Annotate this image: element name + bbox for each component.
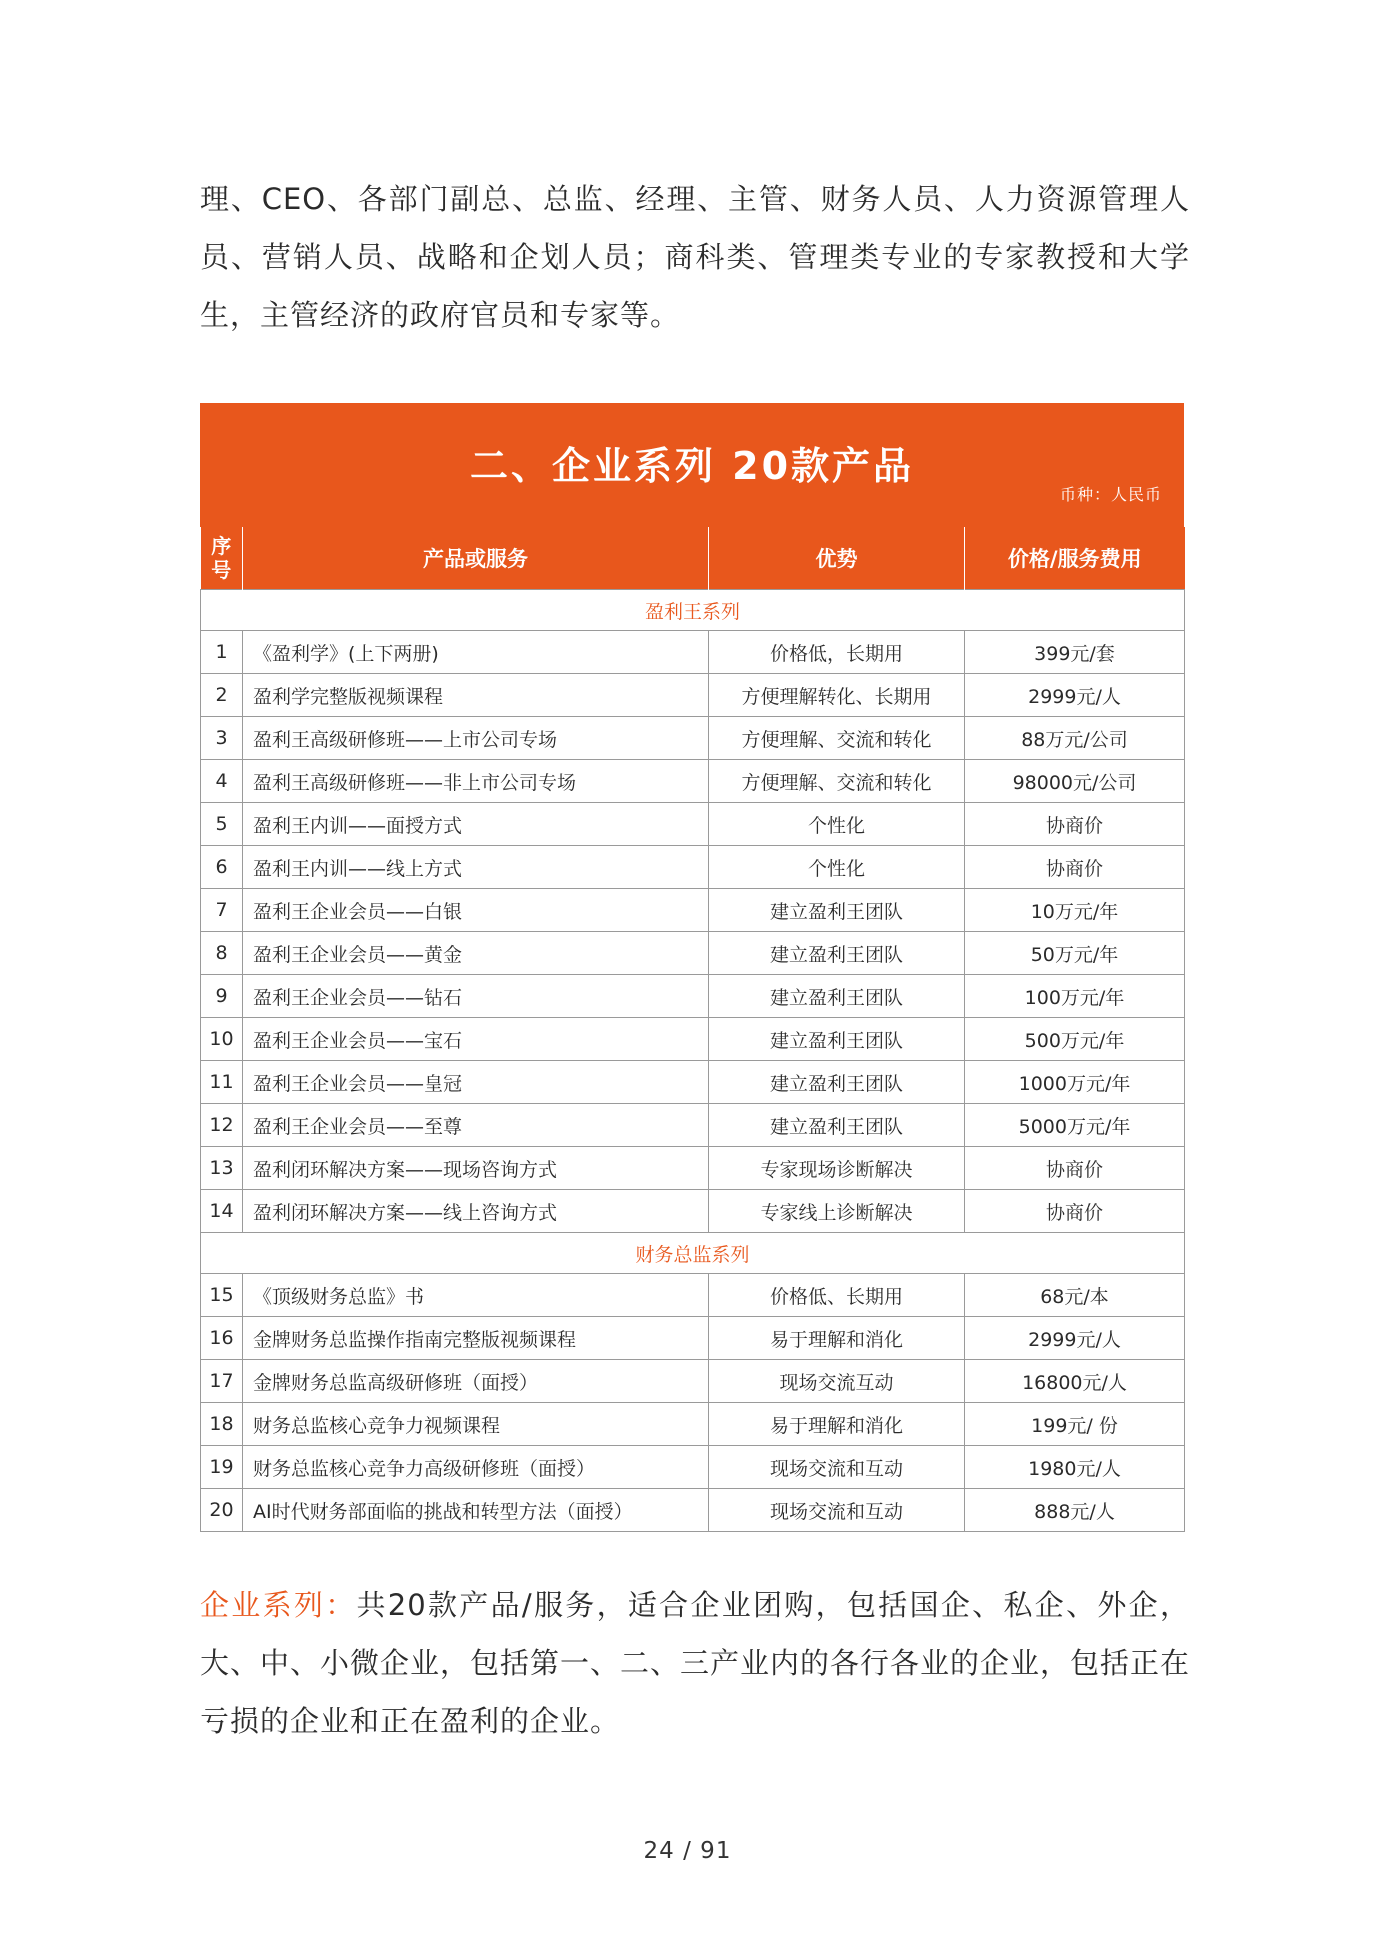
table-row	[201, 674, 1185, 717]
row-price: 协商价	[965, 1147, 1185, 1190]
row-product: 盈利王高级研修班——非上市公司专场	[243, 760, 709, 803]
table-row	[201, 1190, 1185, 1233]
table-row	[201, 631, 1185, 674]
row-seq: 7	[201, 889, 243, 932]
table-body	[201, 590, 1185, 1532]
row-product: 盈利闭环解决方案——线上咨询方式	[243, 1190, 709, 1233]
table-row	[201, 846, 1185, 889]
row-advantage: 建立盈利王团队	[709, 1061, 965, 1104]
row-advantage: 建立盈利王团队	[709, 932, 965, 975]
row-seq: 5	[201, 803, 243, 846]
intro-paragraph: 理、CEO、各部门副总、总监、经理、主管、财务人员、人力资源管理人员、营销人员、战略和企划人员；商科类、管理类专业的专家教授和大学生，主管经济的政府官员和专家等。	[200, 182, 1190, 332]
row-price: 协商价	[965, 846, 1185, 889]
row-product: 财务总监核心竞争力高级研修班（面授）	[243, 1446, 709, 1489]
row-seq: 3	[201, 717, 243, 760]
row-price: 500万元/年	[965, 1018, 1185, 1061]
row-seq: 15	[201, 1274, 243, 1317]
row-advantage: 个性化	[709, 846, 965, 889]
row-seq: 2	[201, 674, 243, 717]
row-price: 199元/ 份	[965, 1403, 1185, 1446]
table-row	[201, 1360, 1185, 1403]
row-advantage: 现场交流互动	[709, 1360, 965, 1403]
row-price: 协商价	[965, 1190, 1185, 1233]
page-number: 24 / 91	[643, 1838, 732, 1864]
table-row	[201, 1147, 1185, 1190]
row-product: 盈利王企业会员——皇冠	[243, 1061, 709, 1104]
table-header-row	[201, 527, 1185, 590]
product-table	[200, 527, 1185, 1532]
row-advantage: 易于理解和消化	[709, 1317, 965, 1360]
row-advantage: 专家现场诊断解决	[709, 1147, 965, 1190]
row-advantage: 方便理解转化、长期用	[709, 674, 965, 717]
row-product: 盈利王企业会员——宝石	[243, 1018, 709, 1061]
row-price: 88万元/公司	[965, 717, 1185, 760]
row-price: 5000万元/年	[965, 1104, 1185, 1147]
series-title: 盈利王系列	[201, 590, 1185, 631]
row-advantage: 建立盈利王团队	[709, 889, 965, 932]
row-seq: 16	[201, 1317, 243, 1360]
row-product: 金牌财务总监高级研修班（面授）	[243, 1360, 709, 1403]
row-price: 399元/套	[965, 631, 1185, 674]
row-seq: 9	[201, 975, 243, 1018]
row-seq: 17	[201, 1360, 243, 1403]
row-price: 协商价	[965, 803, 1185, 846]
row-advantage: 易于理解和消化	[709, 1403, 965, 1446]
row-advantage: 现场交流和互动	[709, 1489, 965, 1532]
row-advantage: 建立盈利王团队	[709, 1018, 965, 1061]
table-row	[201, 932, 1185, 975]
row-seq: 14	[201, 1190, 243, 1233]
row-product: 《顶级财务总监》书	[243, 1274, 709, 1317]
row-price: 98000元/公司	[965, 760, 1185, 803]
row-seq: 6	[201, 846, 243, 889]
table-row	[201, 803, 1185, 846]
row-advantage: 价格低，长期用	[709, 631, 965, 674]
table-row	[201, 1061, 1185, 1104]
table-row	[201, 717, 1185, 760]
row-product: 盈利王内训——面授方式	[243, 803, 709, 846]
row-price: 1980元/人	[965, 1446, 1185, 1489]
table-title: 二、企业系列 20款产品	[469, 444, 915, 488]
row-price: 1000万元/年	[965, 1061, 1185, 1104]
row-price: 10万元/年	[965, 889, 1185, 932]
outro-paragraph	[200, 1576, 1190, 1750]
row-price: 888元/人	[965, 1489, 1185, 1532]
row-product: 盈利王企业会员——白银	[243, 889, 709, 932]
row-product: 盈利王内训——线上方式	[243, 846, 709, 889]
outro-text: 共20款产品/服务，适合企业团购，包括国企、私企、外企，大、中、小微企业，包括第一、二、三产业内的各行各业的企业，包括正在亏损的企业和正在盈利的企业。	[200, 1588, 1191, 1738]
table-row	[201, 1489, 1185, 1532]
row-product: 金牌财务总监操作指南完整版视频课程	[243, 1317, 709, 1360]
row-advantage: 方便理解、交流和转化	[709, 717, 965, 760]
table-row	[201, 975, 1185, 1018]
header-product: 产品或服务	[243, 527, 709, 590]
row-seq: 19	[201, 1446, 243, 1489]
product-table-block	[200, 403, 1184, 1532]
row-product: 财务总监核心竞争力视频课程	[243, 1403, 709, 1446]
row-advantage: 建立盈利王团队	[709, 1104, 965, 1147]
row-product: 盈利王企业会员——黄金	[243, 932, 709, 975]
table-row	[201, 760, 1185, 803]
table-row	[201, 1446, 1185, 1489]
row-advantage: 个性化	[709, 803, 965, 846]
row-product: 盈利王高级研修班——上市公司专场	[243, 717, 709, 760]
row-advantage: 方便理解、交流和转化	[709, 760, 965, 803]
table-row	[201, 1104, 1185, 1147]
table-row	[201, 1317, 1185, 1360]
row-product: 盈利闭环解决方案——现场咨询方式	[243, 1147, 709, 1190]
row-seq: 12	[201, 1104, 243, 1147]
table-banner	[200, 403, 1184, 527]
table-row	[201, 1274, 1185, 1317]
row-advantage: 专家线上诊断解决	[709, 1190, 965, 1233]
table-row	[201, 1403, 1185, 1446]
row-product: 《盈利学》(上下两册)	[243, 631, 709, 674]
row-product: 盈利学完整版视频课程	[243, 674, 709, 717]
table-row	[201, 1018, 1185, 1061]
row-price: 2999元/人	[965, 674, 1185, 717]
header-seq: 序号	[201, 527, 243, 590]
header-price: 价格/服务费用	[965, 527, 1185, 590]
header-advantage: 优势	[709, 527, 965, 590]
series-row	[201, 1233, 1185, 1274]
row-seq: 4	[201, 760, 243, 803]
row-price: 68元/本	[965, 1274, 1185, 1317]
row-product: 盈利王企业会员——至尊	[243, 1104, 709, 1147]
row-product: AI时代财务部面临的挑战和转型方法（面授）	[243, 1489, 709, 1532]
row-advantage: 现场交流和互动	[709, 1446, 965, 1489]
row-product: 盈利王企业会员——钻石	[243, 975, 709, 1018]
row-price: 100万元/年	[965, 975, 1185, 1018]
row-price: 16800元/人	[965, 1360, 1185, 1403]
row-seq: 8	[201, 932, 243, 975]
row-seq: 20	[201, 1489, 243, 1532]
row-seq: 18	[201, 1403, 243, 1446]
row-price: 50万元/年	[965, 932, 1185, 975]
row-seq: 1	[201, 631, 243, 674]
row-seq: 10	[201, 1018, 243, 1061]
row-seq: 11	[201, 1061, 243, 1104]
table-row	[201, 889, 1185, 932]
currency-note: 币种：人民币	[1059, 485, 1162, 504]
row-seq: 13	[201, 1147, 243, 1190]
series-row	[201, 590, 1185, 631]
row-advantage: 价格低、长期用	[709, 1274, 965, 1317]
outro-lead: 企业系列：	[200, 1588, 357, 1622]
series-title: 财务总监系列	[201, 1233, 1185, 1274]
row-advantage: 建立盈利王团队	[709, 975, 965, 1018]
row-price: 2999元/人	[965, 1317, 1185, 1360]
